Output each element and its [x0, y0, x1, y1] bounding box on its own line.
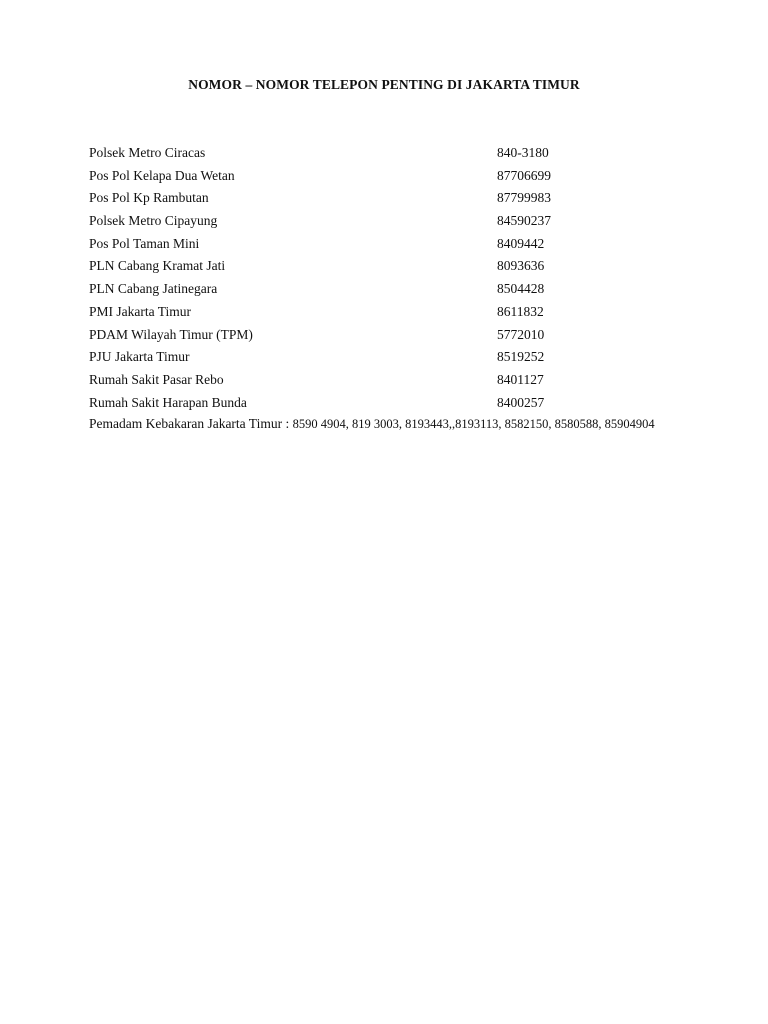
entry-phone: 8611832 — [497, 303, 544, 319]
document-title: NOMOR – NOMOR TELEPON PENTING DI JAKARTA TIMUR — [188, 77, 580, 92]
entry-phone: 8409442 — [497, 235, 545, 251]
fire-department-numbers: 8590 4904, 819 3003, 8193443,,8193113, 8582150, 8580588, 85904904 — [292, 417, 655, 431]
entry-phone: 87706699 — [497, 167, 551, 183]
entry-phone: 8400257 — [497, 394, 545, 410]
entry-name: Pos Pol Taman Mini — [89, 235, 200, 251]
entry-phone: 840-3180 — [497, 145, 549, 160]
entry-phone: 84590237 — [497, 213, 551, 229]
entry-name: PLN Cabang Jatinegara — [89, 281, 218, 297]
entry-name: Polsek Metro Cipayung — [89, 213, 218, 229]
entry-name: Rumah Sakit Harapan Bunda — [89, 394, 247, 410]
list-item — [89, 347, 729, 370]
entry-phone: 8519252 — [497, 349, 545, 365]
list-item — [89, 188, 729, 211]
entry-name: PJU Jakarta Timur — [89, 349, 190, 365]
entry-name: Pos Pol Kp Rambutan — [89, 190, 209, 206]
entry-phone: 8093636 — [497, 258, 545, 274]
list-item — [89, 234, 729, 257]
list-item — [89, 143, 729, 166]
entry-name: Pos Pol Kelapa Dua Wetan — [89, 167, 235, 183]
list-item — [89, 279, 729, 302]
phone-list — [89, 143, 729, 415]
list-item — [89, 370, 729, 393]
entry-name: PLN Cabang Kramat Jati — [89, 258, 226, 274]
entry-phone: 87799983 — [497, 190, 551, 206]
entry-name: PMI Jakarta Timur — [89, 303, 192, 319]
list-item — [89, 302, 729, 325]
list-item — [89, 325, 729, 348]
list-item — [89, 256, 729, 279]
entry-phone: 5772010 — [497, 326, 545, 342]
entry-name: PDAM Wilayah Timur (TPM) — [89, 326, 253, 342]
entry-name: Rumah Sakit Pasar Rebo — [89, 371, 224, 387]
list-item — [89, 166, 729, 189]
fire-department-label: Pemadam Kebakaran Jakarta Timur : — [89, 416, 293, 431]
list-item — [89, 211, 729, 234]
fire-department-line — [89, 414, 655, 434]
entry-phone: 8401127 — [497, 371, 544, 387]
entry-phone: 8504428 — [497, 281, 545, 297]
list-item — [89, 393, 729, 416]
entry-name: Polsek Metro Ciracas — [89, 145, 206, 160]
